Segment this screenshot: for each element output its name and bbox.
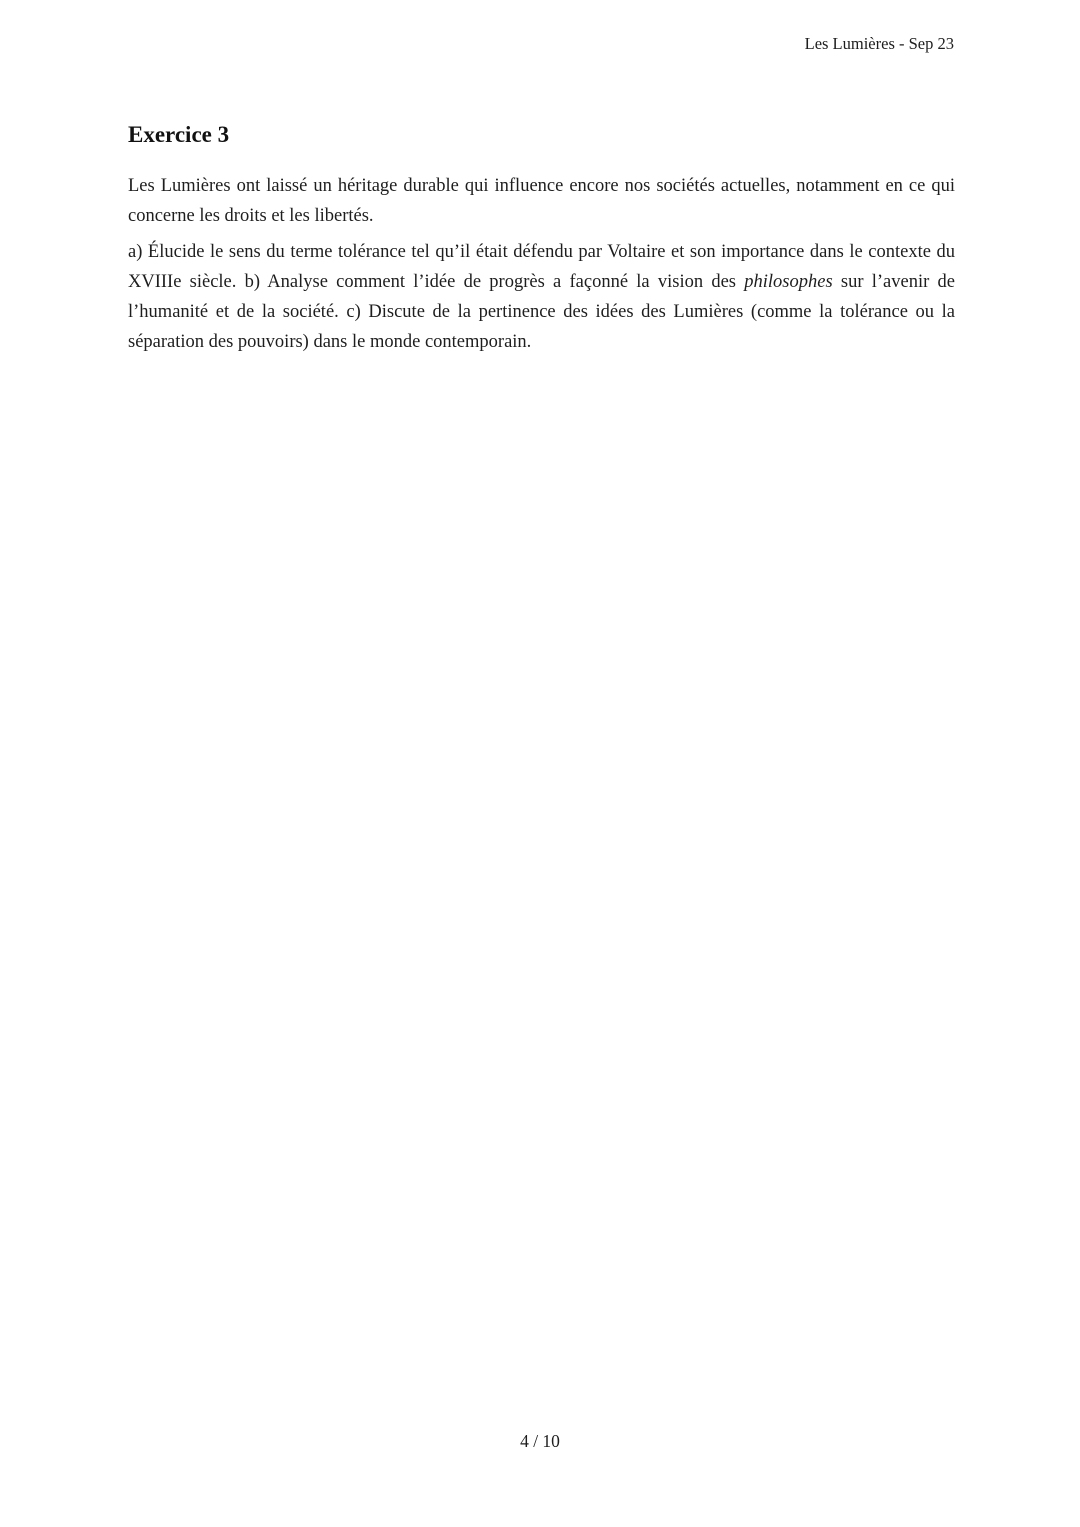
header-title: Les Lumières - Sep 23 [804, 34, 954, 53]
exercise-questions-paragraph [128, 237, 955, 357]
page-number: 4 / 10 [520, 1431, 560, 1451]
questions-part-a-b: a) Élucide le sens du terme tolérance tel qu’il était défendu par Voltaire et son importance dans le contexte du XVIIIe siècle. b) Analyse comment l’idée de progrès a façonné la vision des [128, 241, 955, 292]
questions-italic-word: philosophes [744, 271, 833, 292]
document-content [128, 0, 955, 363]
page-footer [0, 1429, 1080, 1453]
exercise-title: Exercice 3 [128, 122, 230, 147]
questions-part-c: sur l’avenir de l’humanité et de la société. c) Discute de la pertinence des idées des Lumières (comme la tolérance ou la séparation des pouvoirs) dans le monde contemporain. [128, 271, 955, 352]
exercise-intro-paragraph: Les Lumières ont laissé un héritage durable qui influence encore nos sociétés actuelles, notamment en ce qui concerne les droits et les libertés. [128, 175, 955, 226]
